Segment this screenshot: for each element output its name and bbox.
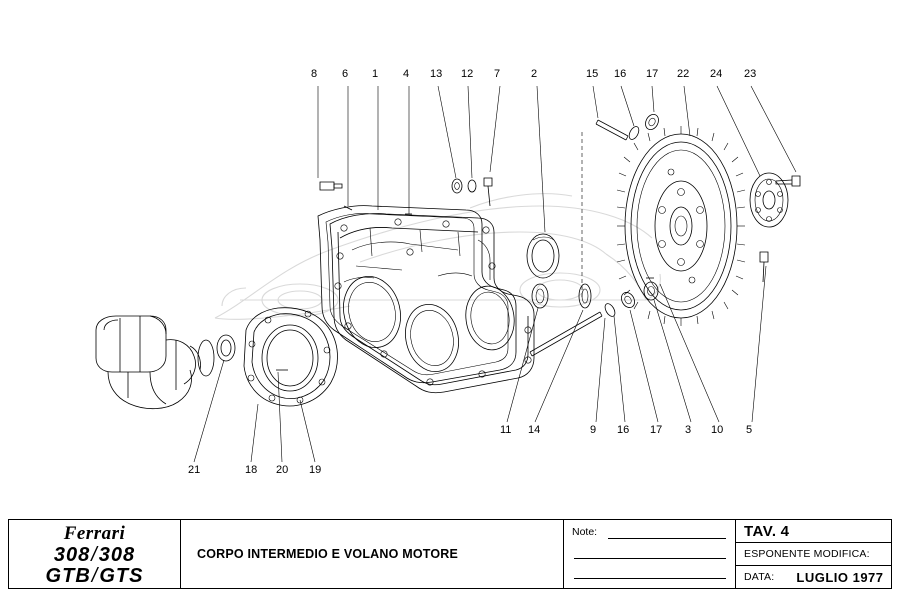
callout-12: 12 bbox=[461, 68, 474, 80]
date-value: LUGLIO 1977 bbox=[796, 569, 884, 585]
note-rule-1 bbox=[608, 538, 726, 539]
callout-10: 10 bbox=[711, 424, 724, 436]
note-rule-3 bbox=[574, 578, 726, 579]
callout-17-bottom: 17 bbox=[650, 424, 663, 436]
callout-24: 24 bbox=[710, 68, 723, 80]
intermediate-body-housing bbox=[330, 213, 534, 392]
bolt-5 bbox=[760, 252, 768, 282]
callout-19: 19 bbox=[309, 464, 322, 476]
exponent-row bbox=[736, 543, 891, 566]
note-cell bbox=[564, 520, 736, 588]
model-right-number: 308 bbox=[98, 543, 136, 566]
model-variants bbox=[46, 566, 144, 587]
washer-16-upper bbox=[627, 125, 641, 141]
callout-16-top: 16 bbox=[614, 68, 627, 80]
nut-17-upper bbox=[643, 112, 661, 132]
callout-5: 5 bbox=[746, 424, 753, 436]
ghost-car-outline bbox=[215, 194, 660, 320]
callout-20: 20 bbox=[276, 464, 289, 476]
crank-seal-ring bbox=[217, 335, 235, 361]
callout-15: 15 bbox=[586, 68, 599, 80]
table-number-row bbox=[736, 520, 891, 543]
flange-plate-24 bbox=[750, 173, 788, 227]
callout-22: 22 bbox=[677, 68, 690, 80]
callout-16-bottom: 16 bbox=[617, 424, 630, 436]
callout-4: 4 bbox=[403, 68, 410, 80]
model-left-variant: GTB bbox=[45, 564, 91, 587]
table-info-cell bbox=[736, 520, 891, 588]
callout-11: 11 bbox=[500, 424, 512, 436]
stud-15 bbox=[596, 120, 628, 140]
flywheel bbox=[617, 126, 745, 326]
callout-1: 1 bbox=[372, 68, 379, 80]
washer-12 bbox=[468, 180, 476, 192]
model-separator-top: / bbox=[91, 543, 98, 566]
callout-6: 6 bbox=[342, 68, 349, 80]
note-rule-2 bbox=[574, 558, 726, 559]
intermediate-body-gasket bbox=[318, 206, 516, 383]
callout-3: 3 bbox=[685, 424, 692, 436]
model-numbers bbox=[54, 545, 135, 566]
date-label: DATA: bbox=[744, 571, 775, 583]
table-label: TAV. bbox=[744, 522, 777, 540]
exponent-label: ESPONENTE MODIFICA: bbox=[744, 548, 870, 560]
model-left-number: 308 bbox=[53, 543, 91, 566]
drawing-description-cell bbox=[181, 520, 564, 588]
callout-18: 18 bbox=[245, 464, 258, 476]
ferrari-wordmark: Ferrari bbox=[63, 522, 126, 544]
callout-14: 14 bbox=[528, 424, 541, 436]
callout-7: 7 bbox=[494, 68, 501, 80]
note-label: Note: bbox=[572, 526, 598, 538]
model-right-variant: GTS bbox=[99, 564, 144, 587]
brand-logo-cell bbox=[9, 520, 181, 588]
callout-8: 8 bbox=[311, 68, 318, 80]
oil-seal-2 bbox=[527, 234, 559, 278]
title-block bbox=[8, 519, 892, 589]
drawing-description: CORPO INTERMEDIO E VOLANO MOTORE bbox=[197, 547, 459, 561]
ring-14 bbox=[579, 284, 591, 308]
washer-16-lower bbox=[603, 302, 617, 318]
callout-21: 21 bbox=[188, 464, 201, 476]
callout-17-top: 17 bbox=[646, 68, 659, 80]
callout-2: 2 bbox=[531, 68, 538, 80]
callout-23: 23 bbox=[744, 68, 757, 80]
model-separator-bottom: / bbox=[91, 564, 99, 587]
callout-9: 9 bbox=[590, 424, 597, 436]
table-number: 4 bbox=[780, 522, 790, 540]
front-cover-plate bbox=[244, 308, 338, 406]
dowel-plug-8 bbox=[320, 182, 342, 190]
date-row bbox=[736, 566, 891, 588]
bolt-13 bbox=[452, 179, 462, 193]
crankshaft bbox=[96, 316, 214, 409]
leader-lines-bottom bbox=[194, 266, 766, 462]
callout-13: 13 bbox=[430, 68, 443, 80]
